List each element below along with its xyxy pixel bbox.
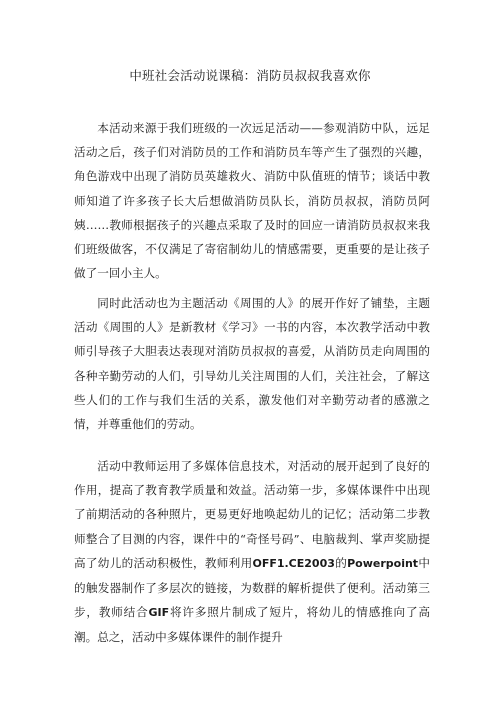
software-name-powerpoint: Powerpoint: [347, 556, 419, 570]
paragraph-3-text-a: 活动中教师运用了多媒体信息技术，对活动的展开起到了良好的作用，提高了教育教学质量和效益。活动第一步，多媒体课件中出现了前期活动的各种照片，更易更好地唤起幼儿的记忆；活动第二步教师整合了目测的内容，课件中的“奇怪号码”、电脑裁判、掌声奖励提高了幼儿的活动积极性，教师利用: [74, 459, 430, 570]
paragraph-3-text-c: 中的触发器制作了多层次的链接，为数群的解析提供了便利。活动第三步，教师结合: [74, 555, 430, 620]
paragraph-1: 本活动来源于我们班级的一次远足活动——参观消防中队，远足活动之后，孩子们对消防员的工作和消防员车等产生了强烈的兴趣，角色游戏中出现了消防员英雄救火、消防中队值班的情节；谈话中教师知道了许多孩子长大后想做消防员队长，消防员叔叔，消防员阿姨……教师根据孩子的兴趣点采取了及时的回应一请消防员叔叔来我们班级做客，不仅满足了寄宿制幼儿的情感需要，更重要的是让孩子做了一回小主人。: [74, 121, 430, 281]
paragraph-2: 同时此活动也为主题活动《周围的人》的展开作好了铺垫，主题活动《周围的人》是新教材《学习》一书的内容，本次教学活动中教师引导孩子大胆表达表现对消防员叔叔的喜爱，从消防员走向周围的各种辛勤劳动的人们，引导幼儿关注周围的人们，关注社会，了解这些人们的工作与我们生活的关系，激发他们对辛勤劳动者的感激之情，并尊重他们的劳动。: [74, 296, 430, 432]
software-name-office: OFF1.CE2003: [252, 556, 335, 570]
paragraph-3-text-d: 将许多照片制成了短片，将幼儿的情感推向了高潮。总之，活动中多媒体课件的制作提升: [74, 605, 430, 645]
format-name-gif: GIF: [148, 606, 170, 620]
document-title: 中班社会活动说课稿：消防员叔叔我喜欢你: [129, 68, 371, 83]
paragraph-3: [74, 454, 430, 650]
paragraph-3-text-b: 的: [334, 555, 348, 570]
